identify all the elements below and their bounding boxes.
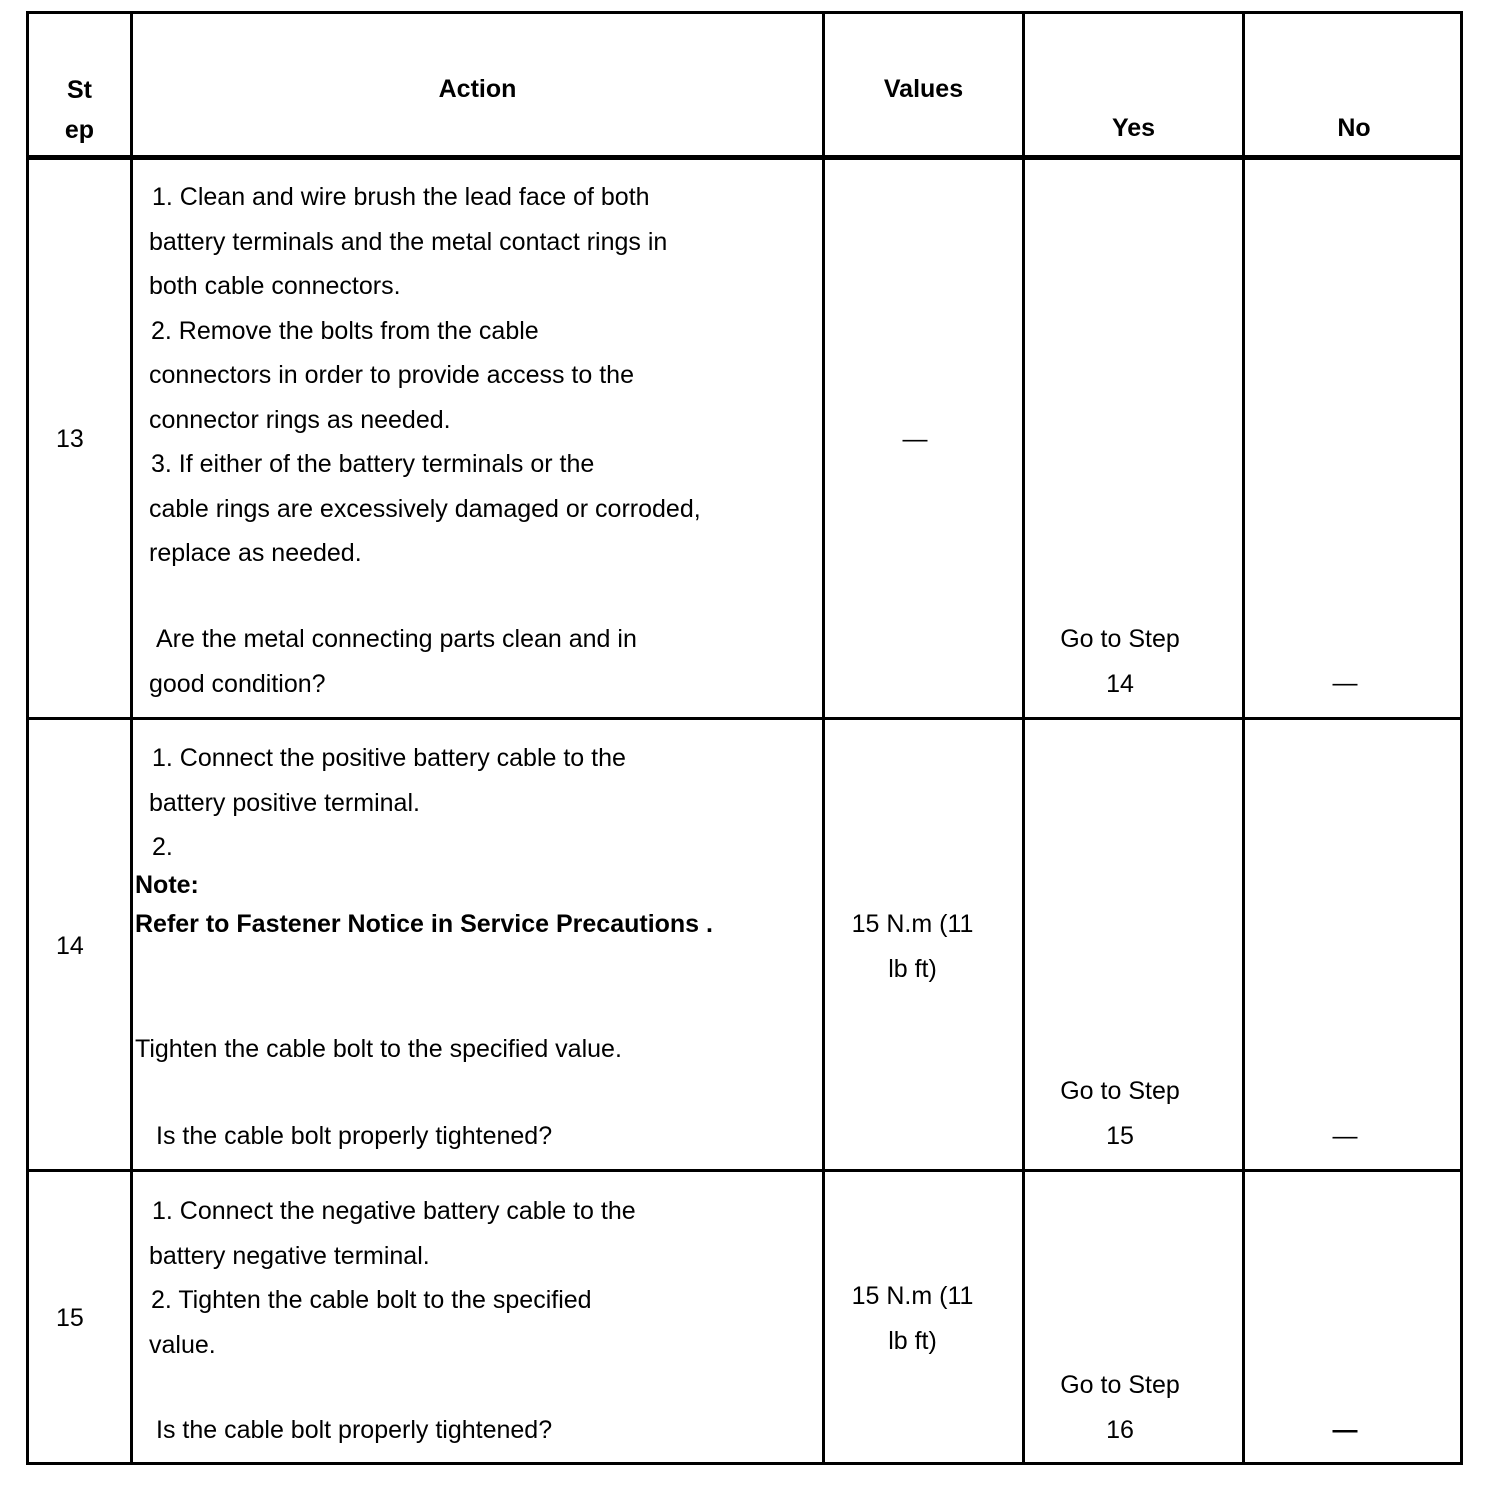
- no-action: —: [1332, 1416, 1358, 1444]
- action-line: battery negative terminal.: [149, 1241, 430, 1270]
- action-line: 1. Connect the positive battery cable to the: [152, 744, 626, 772]
- action-line: battery terminals and the metal contact rings in: [149, 227, 668, 256]
- no-action: —: [1332, 669, 1358, 697]
- value-line: lb ft): [888, 954, 937, 983]
- fastener-note: [135, 866, 713, 944]
- column-divider: [822, 14, 825, 1462]
- row-divider: [29, 717, 1460, 720]
- yes-line: Go to Step: [1060, 1077, 1180, 1105]
- question-text: Is the cable bolt properly tightened?: [156, 1122, 553, 1150]
- yes-action: [1025, 617, 1215, 706]
- step-number: 13: [56, 425, 84, 453]
- value-line: lb ft): [888, 1326, 937, 1355]
- troubleshooting-table: [26, 11, 1463, 1465]
- value-line: 15 N.m (11: [851, 910, 974, 938]
- yes-line: Go to Step: [1060, 1371, 1180, 1399]
- header-step: [29, 68, 130, 152]
- action-line: 2. Tighten the cable bolt to the specified: [151, 1286, 592, 1314]
- column-divider: [1242, 14, 1245, 1462]
- action-line: 3. If either of the battery terminals or the: [151, 450, 595, 478]
- note-text: Refer to Fastener Notice in Service Precautions .: [135, 910, 713, 938]
- question-text: Is the cable bolt properly tightened?: [156, 1416, 553, 1444]
- value-torque: [825, 1274, 1000, 1363]
- header-values: Values: [883, 75, 964, 103]
- action-text: [149, 1189, 636, 1367]
- value-dash: —: [902, 425, 928, 453]
- yes-line: 14: [1106, 669, 1134, 698]
- step-number: 15: [56, 1304, 84, 1332]
- question-line: Are the metal connecting parts clean and in: [156, 625, 637, 653]
- instruction-text: Tighten the cable bolt to the specified value.: [135, 1035, 622, 1063]
- yes-line: 15: [1106, 1121, 1134, 1150]
- action-line: 2. Remove the bolts from the cable: [151, 316, 539, 345]
- action-line: connector rings as needed.: [149, 405, 451, 434]
- action-text: [149, 175, 701, 576]
- action-line: both cable connectors.: [149, 272, 401, 300]
- header-step-line: ep: [64, 115, 95, 144]
- value-line: 15 N.m (11: [851, 1282, 974, 1310]
- action-line: 1. Clean and wire brush the lead face of both: [152, 183, 650, 211]
- column-divider: [130, 14, 133, 1462]
- action-line: cable rings are excessively damaged or corroded,: [149, 494, 701, 523]
- header-no: No: [1337, 114, 1371, 142]
- action-line: replace as needed.: [149, 539, 362, 567]
- question-line: good condition?: [149, 669, 326, 698]
- no-action: —: [1332, 1122, 1358, 1150]
- yes-action: [1025, 1363, 1215, 1452]
- header-divider: [29, 155, 1460, 160]
- action-line: battery positive terminal.: [149, 788, 420, 817]
- header-step-line: St: [67, 76, 92, 104]
- action-text: [149, 736, 626, 870]
- action-line: 1. Connect the negative battery cable to the: [152, 1197, 636, 1225]
- column-divider: [1022, 14, 1025, 1462]
- header-yes: Yes: [1111, 114, 1156, 142]
- action-line: value.: [149, 1330, 216, 1359]
- row-divider: [29, 1169, 1460, 1172]
- yes-action: [1025, 1069, 1215, 1158]
- question-text: [149, 617, 637, 706]
- step-number: 14: [56, 932, 84, 960]
- yes-line: 16: [1106, 1415, 1134, 1444]
- action-line: 2.: [152, 833, 173, 861]
- action-line: connectors in order to provide access to the: [149, 361, 634, 389]
- note-label: Note:: [135, 871, 199, 899]
- header-action: Action: [438, 75, 517, 103]
- value-torque: [825, 902, 1000, 991]
- yes-line: Go to Step: [1060, 625, 1180, 653]
